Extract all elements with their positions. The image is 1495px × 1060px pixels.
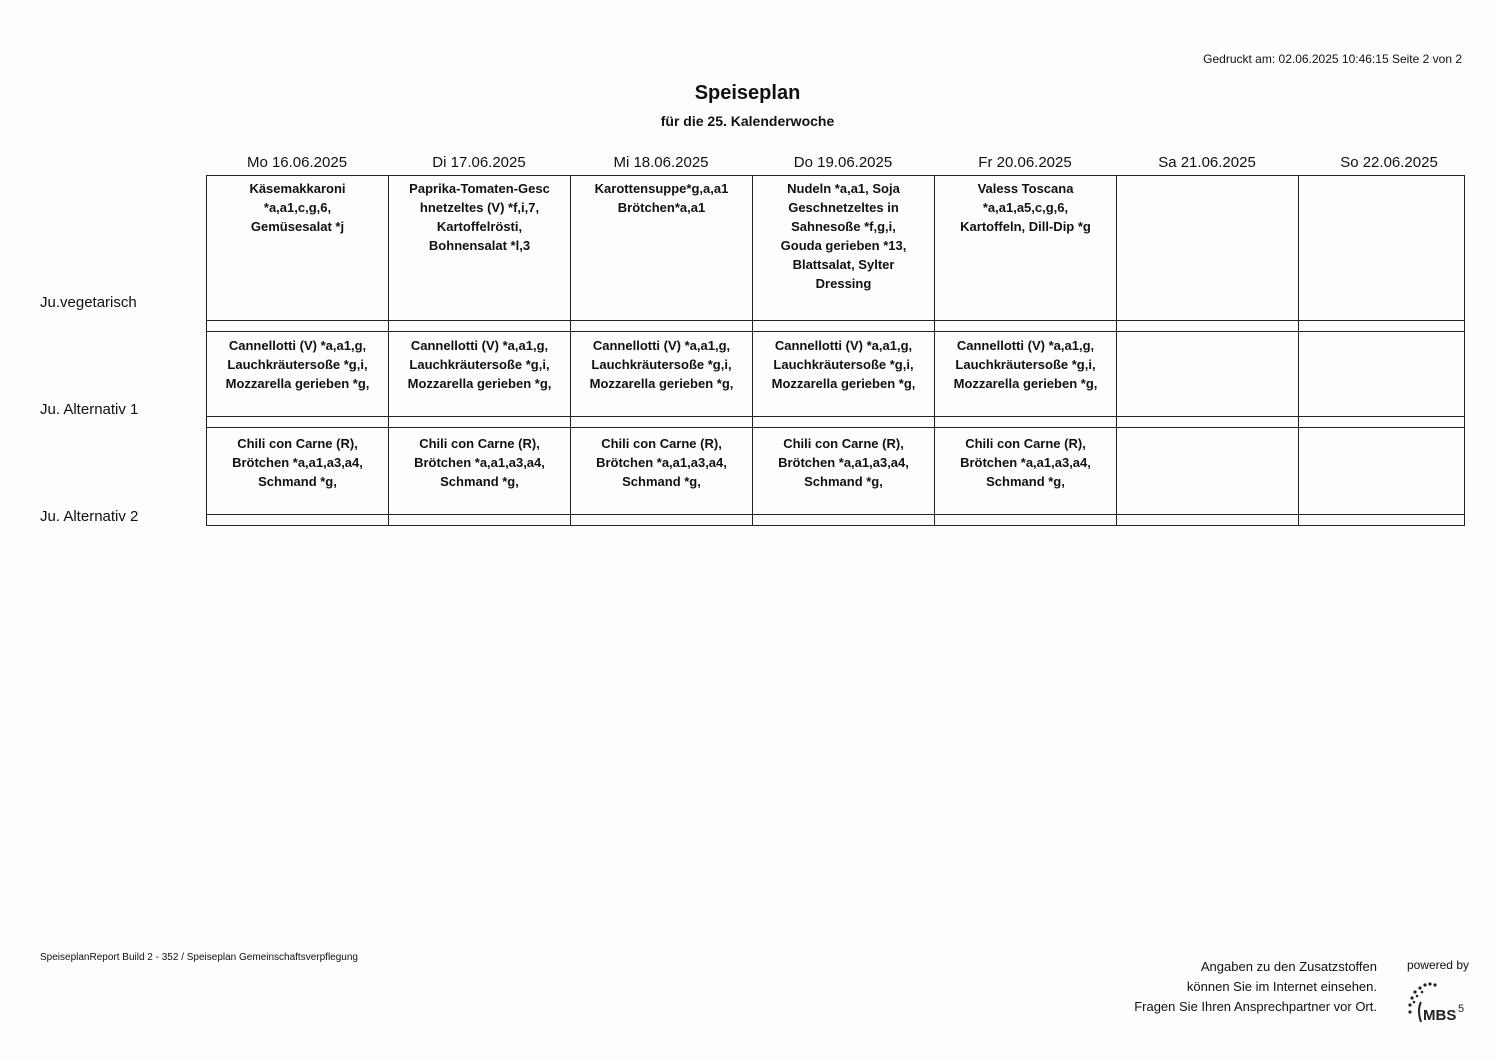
menu-row <box>207 428 1465 515</box>
menu-item-line: Nudeln *a,a1, Soja <box>787 181 900 196</box>
spacer-cell <box>389 417 571 428</box>
menu-cell-so <box>1299 332 1465 417</box>
spacer-cell <box>753 515 935 526</box>
menu-cell-do <box>753 176 935 321</box>
spacer-cell <box>389 515 571 526</box>
menu-item-line: Paprika-Tomaten-Gesc <box>409 181 550 196</box>
menu-item-line: Cannellotti (V) *a,a1,g, <box>228 338 367 353</box>
menu-item-line: Sahnesoße *f,g,i, <box>791 219 896 234</box>
menu-cell-so <box>1299 428 1465 515</box>
menu-cell-so <box>1299 176 1465 321</box>
report-info: SpeiseplanReport Build 2 - 352 / Speiseplan Gemeinschaftsverpflegung <box>40 952 358 963</box>
day-header-so: So 22.06.2025 <box>1340 154 1438 171</box>
menu-item-line: Mozzarella gerieben *g, <box>953 376 1098 391</box>
page-subtitle: für die 25. Kalenderwoche <box>660 113 835 129</box>
menu-cell-di <box>389 428 571 515</box>
spacer-cell <box>389 321 571 332</box>
menu-cell-mi <box>571 332 753 417</box>
menu-item-line: Cannellotti (V) *a,a1,g, <box>592 338 731 353</box>
menu-item-line: Cannellotti (V) *a,a1,g, <box>410 338 549 353</box>
spacer-cell <box>207 321 389 332</box>
svg-text:MBS: MBS <box>1423 1007 1457 1024</box>
spacer-cell <box>1299 321 1465 332</box>
spacer-cell <box>207 515 389 526</box>
menu-cell-do <box>753 428 935 515</box>
menu-cell-mo <box>207 176 389 321</box>
menu-item-line: Schmand *g, <box>258 474 337 489</box>
mbs-logo <box>1397 980 1469 1028</box>
menu-cell-sa <box>1117 332 1299 417</box>
menu-item-line: Cannellotti (V) *a,a1,g, <box>774 338 913 353</box>
page-title: Speiseplan <box>694 82 801 104</box>
spacer-cell <box>1117 321 1299 332</box>
menu-item-line: Geschnetzeltes in <box>788 200 899 215</box>
menu-item-line: hnetzeltes (V) *f,i,7, <box>419 200 540 215</box>
menu-item-line: Kartoffelrösti, <box>436 219 523 234</box>
menu-item-line: Lauchkräutersoße *g,i, <box>773 357 914 372</box>
powered-by-label: powered by <box>1406 958 1469 972</box>
spacer-cell <box>571 417 753 428</box>
day-header-mo: Mo 16.06.2025 <box>246 154 348 171</box>
spacer-cell <box>1117 515 1299 526</box>
day-header-do: Do 19.06.2025 <box>793 154 893 171</box>
menu-cell-fr <box>935 176 1117 321</box>
menu-cell-mi <box>571 428 753 515</box>
menu-item-line: Brötchen *a,a1,a3,a4, <box>232 455 363 470</box>
spacer-row <box>207 321 1465 332</box>
menu-item-line: Käsemakkaroni <box>249 181 346 196</box>
day-header-fr: Fr 20.06.2025 <box>978 154 1072 171</box>
additives-note-line: können Sie im Internet einsehen. <box>1186 979 1377 994</box>
day-header-di: Di 17.06.2025 <box>432 154 526 171</box>
menu-item-line: Karottensuppe*g,a,a1 <box>594 181 729 196</box>
menu-item-line: Brötchen *a,a1,a3,a4, <box>596 455 727 470</box>
spacer-cell <box>1299 515 1465 526</box>
day-header-sa: Sa 21.06.2025 <box>1158 154 1256 171</box>
menu-item-line: Blattsalat, Sylter <box>792 257 895 272</box>
menu-item-line: Schmand *g, <box>804 474 883 489</box>
menu-item-line: Mozzarella gerieben *g, <box>589 376 734 391</box>
menu-item-line: Lauchkräutersoße *g,i, <box>591 357 732 372</box>
spacer-cell <box>935 321 1117 332</box>
menu-item-line: Lauchkräutersoße *g,i, <box>409 357 550 372</box>
menu-item-line: Brötchen *a,a1,a3,a4, <box>960 455 1091 470</box>
menu-item-line: Kartoffeln, Dill-Dip *g <box>960 219 1091 234</box>
menu-item-line: Brötchen *a,a1,a3,a4, <box>414 455 545 470</box>
menu-cell-sa <box>1117 428 1299 515</box>
menu-cell-do <box>753 332 935 417</box>
menu-item-line: Lauchkräutersoße *g,i, <box>955 357 1096 372</box>
menu-cell-sa <box>1117 176 1299 321</box>
spacer-cell <box>935 515 1117 526</box>
spacer-cell <box>207 417 389 428</box>
menu-item-line: Brötchen*a,a1 <box>617 200 706 215</box>
menu-cell-mi <box>571 176 753 321</box>
menu-item-line: *a,a1,a5,c,g,6, <box>982 200 1069 215</box>
menu-item-line: Chili con Carne (R), <box>965 436 1086 451</box>
additives-note-line: Angaben zu den Zusatzstoffen <box>1200 959 1377 974</box>
additives-note <box>1134 957 1377 1017</box>
menu-item-line: Chili con Carne (R), <box>783 436 904 451</box>
menu-item-line: Chili con Carne (R), <box>419 436 540 451</box>
menu-item-line: *a,a1,c,g,6, <box>263 200 332 215</box>
menu-cell-di <box>389 332 571 417</box>
spacer-row <box>207 515 1465 526</box>
menu-row <box>207 176 1465 321</box>
menu-cell-mo <box>207 332 389 417</box>
menu-item-line: Bohnensalat *l,3 <box>428 238 531 253</box>
additives-note-line: Fragen Sie Ihren Ansprechpartner vor Ort. <box>1134 999 1377 1014</box>
menu-item-line: Schmand *g, <box>622 474 701 489</box>
menu-item-line: Mozzarella gerieben *g, <box>225 376 370 391</box>
svg-text:5: 5 <box>1458 1003 1465 1015</box>
menu-item-line: Mozzarella gerieben *g, <box>771 376 916 391</box>
menu-item-line: Lauchkräutersoße *g,i, <box>227 357 368 372</box>
spacer-cell <box>571 321 753 332</box>
spacer-cell <box>571 515 753 526</box>
menu-row <box>207 332 1465 417</box>
menu-item-line: Schmand *g, <box>440 474 519 489</box>
menu-item-line: Brötchen *a,a1,a3,a4, <box>778 455 909 470</box>
menu-item-line: Chili con Carne (R), <box>601 436 722 451</box>
menu-item-line: Dressing <box>815 276 872 291</box>
row-label-alternativ-2: Ju. Alternativ 2 <box>40 508 139 525</box>
spacer-cell <box>753 321 935 332</box>
row-label-vegetarisch: Ju.vegetarisch <box>40 294 137 311</box>
menu-item-line: Gouda gerieben *13, <box>780 238 907 253</box>
spacer-cell <box>935 417 1117 428</box>
menu-cell-fr <box>935 332 1117 417</box>
spacer-cell <box>1117 417 1299 428</box>
spacer-cell <box>1299 417 1465 428</box>
spacer-row <box>207 417 1465 428</box>
menu-item-line: Schmand *g, <box>986 474 1065 489</box>
row-label-alternativ-1: Ju. Alternativ 1 <box>40 401 139 418</box>
menu-grid <box>206 175 1465 526</box>
menu-item-line: Valess Toscana <box>977 181 1074 196</box>
menu-item-line: Gemüsesalat *j <box>250 219 345 234</box>
menu-cell-fr <box>935 428 1117 515</box>
menu-item-line: Mozzarella gerieben *g, <box>407 376 552 391</box>
day-header-mi: Mi 18.06.2025 <box>613 154 709 171</box>
spacer-cell <box>753 417 935 428</box>
menu-item-line: Chili con Carne (R), <box>237 436 358 451</box>
menu-cell-mo <box>207 428 389 515</box>
menu-cell-di <box>389 176 571 321</box>
menu-item-line: Cannellotti (V) *a,a1,g, <box>956 338 1095 353</box>
printed-timestamp: Gedruckt am: 02.06.2025 10:46:15 Seite 2 von 2 <box>1203 52 1462 66</box>
